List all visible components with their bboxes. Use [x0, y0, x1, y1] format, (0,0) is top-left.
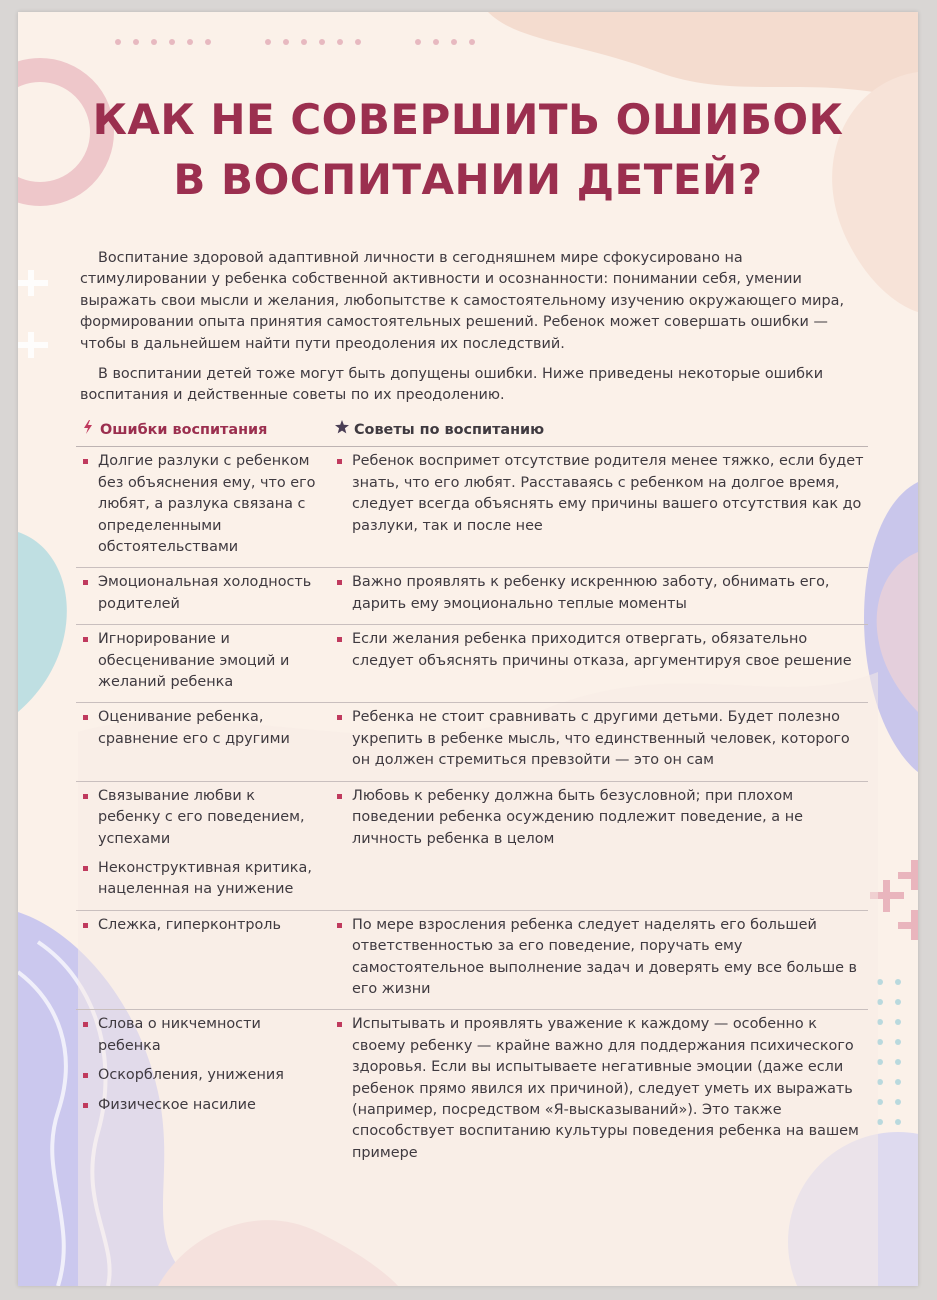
advice-item: Любовь к ребенку должна быть безусловной; при плохом поведении ребенка осуждению подлежит поведение, а не личность ребенка в целом: [330, 786, 868, 850]
table-row: [76, 781, 868, 910]
advice-cell: [330, 625, 868, 703]
table-row: [76, 447, 868, 568]
title-line-1: КАК НЕ СОВЕРШИТЬ ОШИБОК: [92, 95, 844, 144]
star-icon: [334, 420, 350, 434]
mistake-item: Неконструктивная критика, нацеленная на унижение: [76, 858, 320, 901]
mistake-item: Физическое насилие: [76, 1095, 320, 1116]
mistakes-cell: [76, 1010, 330, 1173]
header-mistakes-label: Ошибки воспитания: [100, 422, 268, 438]
mistake-item: Долгие разлуки с ребенком без объяснения ему, что его любят, а разлука связана с определенными обстоятельствами: [76, 451, 320, 558]
header-advice: [330, 418, 868, 447]
intro-text: [80, 248, 870, 416]
advice-cell: [330, 703, 868, 781]
advice-item: Если желания ребенка приходится отвергать, обязательно следует объяснять причины отказа, аргументируя свое решение: [330, 629, 868, 672]
advice-cell: [330, 1010, 868, 1173]
mistake-item: Оценивание ребенка, сравнение его с другими: [76, 707, 320, 750]
mistake-item: Слежка, гиперконтроль: [76, 915, 320, 936]
peach-blob-top: [488, 12, 918, 102]
dots-pattern-top: [115, 39, 475, 45]
advice-cell: [330, 447, 868, 568]
table-row: [76, 910, 868, 1010]
mistakes-cell: [76, 703, 330, 781]
mistakes-cell: [76, 447, 330, 568]
intro-paragraph-2: В воспитании детей тоже могут быть допущены ошибки. Ниже приведены некоторые ошибки воспитания и действенные советы по их преодолению.: [80, 366, 824, 404]
advice-item: Испытывать и проявлять уважение к каждому — особенно к своему ребенку — крайне важно для поддержания психического здоровья. Если вы испытываете негативные эмоции (даже если ребенок прямо явился их причиной), следует уметь их выражать (например, посредством «Я-высказываний»). Это также способствует воспитанию культуры поведения ребенка на вашем примере: [330, 1014, 868, 1164]
intro-paragraph-1: Воспитание здоровой адаптивной личности в сегодняшнем мире сфокусировано на стимулировании у ребенка собственной активности и осознанности: понимании себя, умении выражать свои мысли и желания, любопытстве к самостоятельному изучению окружающего мира, формировании опыта принятия самостоятельных решений. Ребенок может совершать ошибки — чтобы в дальнейшем найти пути преодоления их последствий.: [80, 250, 845, 352]
header-advice-label: Советы по воспитанию: [354, 422, 545, 438]
advice-item: Ребенок воспримет отсутствие родителя менее тяжко, если будет знать, что его любят. Расставаясь с ребенком на долгое время, следует всегда объяснять ему причины вашего отсутствия как до разлуки, так и после нее: [330, 451, 868, 537]
poster-page: [18, 12, 918, 1286]
teal-plus-icon: [18, 270, 48, 358]
mistakes-cell: [76, 781, 330, 910]
advice-item: Ребенка не стоит сравнивать с другими детьми. Будет полезно укрепить в ребенке мысль, что единственный человек, которого он должен стремиться превзойти — это он сам: [330, 707, 868, 771]
lightning-icon: [80, 420, 96, 434]
table-row: [76, 703, 868, 781]
mistake-item: Игнорирование и обесценивание эмоций и желаний ребенка: [76, 629, 320, 693]
mistakes-advice-table: [76, 418, 868, 1173]
mistake-item: Оскорбления, унижения: [76, 1065, 320, 1086]
mistakes-cell: [76, 568, 330, 625]
advice-item: Важно проявлять к ребенку искреннюю заботу, обнимать его, дарить ему эмоционально теплые моменты: [330, 572, 868, 615]
advice-cell: [330, 910, 868, 1010]
page-title: [18, 90, 918, 210]
table-row: [76, 568, 868, 625]
dots-pattern-bottom-right: [877, 979, 901, 1125]
advice-item: По мере взросления ребенка следует наделять его большей ответственностью за его поведение, поручать ему самостоятельное выполнение задач и доверять ему все больше в его жизни: [330, 915, 868, 1001]
title-line-2: В ВОСПИТАНИИ ДЕТЕЙ?: [173, 155, 763, 204]
mistake-item: Слова о никчемности ребенка: [76, 1014, 320, 1057]
mistake-item: Связывание любви к ребенку с его поведением, успехами: [76, 786, 320, 850]
mistake-item: Эмоциональная холодность родителей: [76, 572, 320, 615]
mistakes-cell: [76, 625, 330, 703]
table-row: [76, 625, 868, 703]
mistakes-cell: [76, 910, 330, 1010]
teal-arc-left: [18, 532, 67, 712]
table-header-row: [76, 418, 868, 447]
advice-cell: [330, 568, 868, 625]
advice-cell: [330, 781, 868, 910]
table-row: [76, 1010, 868, 1173]
header-mistakes: [76, 418, 330, 447]
